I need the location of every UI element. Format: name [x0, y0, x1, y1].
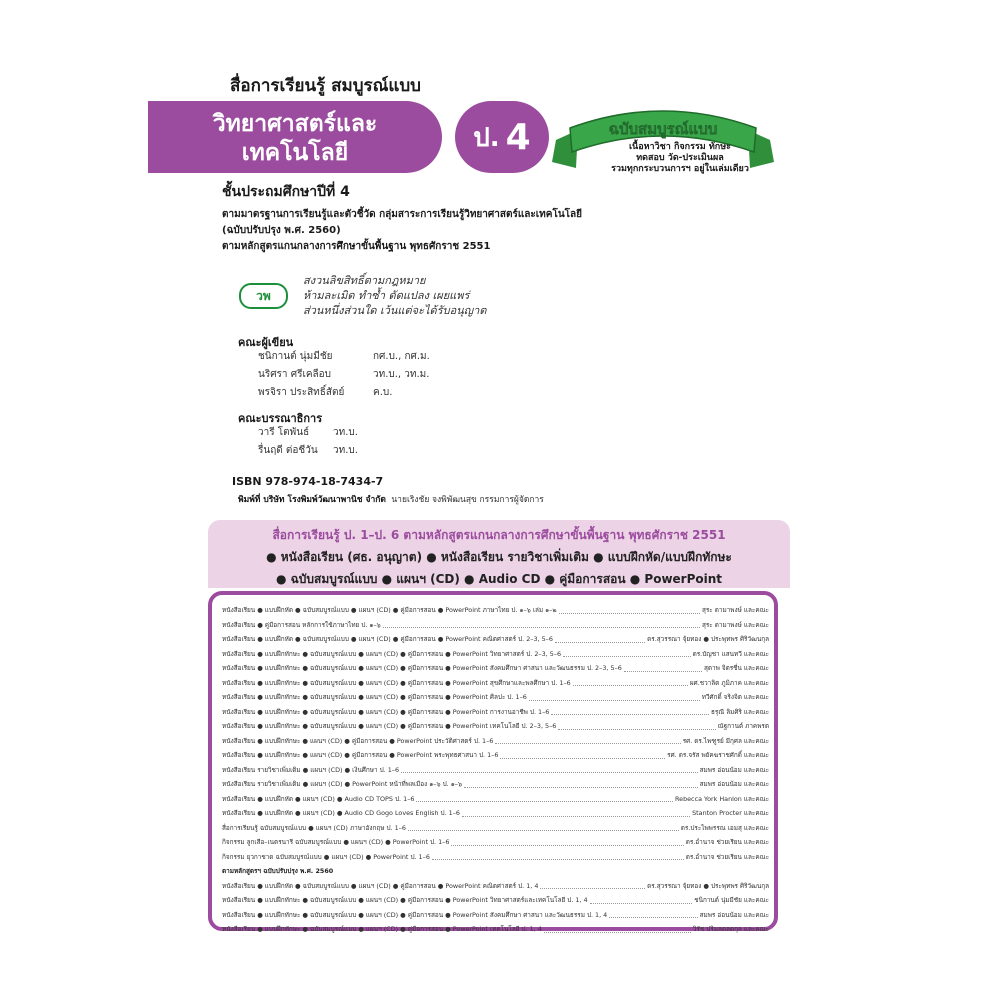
leader-dots	[529, 690, 700, 701]
ribbon-line-3: รวมทุกกระบวนการฯ อยู่ในเล่มเดียว	[611, 164, 749, 174]
title-line-2: เทคโนโลยี	[241, 140, 349, 166]
leader-dots	[540, 879, 645, 890]
leader-dots	[401, 763, 698, 774]
leader-dots	[462, 806, 690, 817]
catalog-title: หนังสือเรียน ● แบบฝึกทักษะ ● ฉบับสมบูรณ์แบบ ● แผนฯ (CD) ● คู่มือการสอน ● PowerPoint ศิลปะ ป. 1–6	[222, 693, 527, 701]
catalog-author: ดร.สุวรรณา จุ้ยทอง ● ประพุทพร ศิริวัฒนกุล	[647, 635, 769, 643]
leader-dots	[432, 850, 684, 861]
catalog-row	[222, 850, 769, 865]
catalog-author: ทวีศักดิ์ จริงจิต และคณะ	[701, 693, 769, 701]
catalog-row	[222, 734, 769, 749]
catalog-title: หนังสือเรียน ● แบบฝึกทักษะ ● ฉบับสมบูรณ์แบบ ● แผนฯ (CD) ● คู่มือการสอน ● PowerPoint สังคมศึกษา ศาสนา และวัฒนธรรม ป. 2–3, 5–6	[222, 664, 622, 672]
catalog-row	[222, 632, 769, 647]
editor-entry	[258, 424, 358, 442]
catalog-row	[222, 806, 769, 821]
editor-degree: วท.บ.	[333, 445, 358, 456]
catalog-row	[222, 748, 769, 763]
catalog-row	[222, 821, 769, 836]
catalog-author: ชนิกานต์ นุ่มมีชัย และคณะ	[694, 896, 769, 904]
leader-dots	[408, 821, 679, 832]
leader-dots	[464, 777, 698, 788]
catalog-title: สื่อการเรียนรู้ ฉบับสมบูรณ์แบบ ● แผนฯ (CD) ภาษาอังกฤษ ป. 1–6	[222, 823, 406, 832]
leader-dots	[500, 748, 665, 759]
author-degree: ค.บ.	[373, 387, 393, 398]
catalog-author: ดร.อำนาจ ช่วยเรียน และคณะ	[685, 852, 769, 861]
catalog-title: หนังสือเรียน ● แบบฝึกทักษะ ● ฉบับสมบูรณ์แบบ ● แผนฯ (CD) ● คู่มือการสอน ● PowerPoint เทคโนโลยี ป. 1, 4	[222, 925, 542, 933]
isbn: ISBN 978-974-18-7434-7	[232, 475, 384, 488]
author-name: ชนิกานต์ นุ่มมีชัย	[258, 351, 333, 362]
ribbon-line-1: เนื้อหาวิชา กิจกรรม ทักษะ	[628, 142, 732, 152]
catalog-author: รศ. ดร.จรัส พยัคฆราชศักดิ์ และคณะ	[667, 751, 769, 759]
standard-line-1: ตามมาตรฐานการเรียนรู้และตัวชี้วัด กลุ่มสาระการเรียนรู้วิทยาศาสตร์และเทคโนโลยี	[222, 209, 583, 220]
leader-dots	[544, 922, 691, 933]
catalog-row	[222, 792, 769, 807]
printer-info	[238, 492, 544, 506]
ribbon-title: ฉบับสมบูรณ์แบบ	[608, 120, 718, 138]
catalog-title: หนังสือเรียน ● แบบฝึกทักษะ ● ฉบับสมบูรณ์แบบ ● แผนฯ (CD) ● คู่มือการสอน ● PowerPoint สุขศึกษาและพลศึกษา ป. 1–6	[222, 678, 571, 687]
catalog-title: หนังสือเรียน ● แบบฝึกหัด ● ฉบับสมบูรณ์แบบ ● แผนฯ (CD) ● คู่มือการสอน ● PowerPoint คณิตศาสตร์ ป. 1, 4	[222, 881, 539, 890]
printer-name: พิมพ์ที่ บริษัท โรงพิมพ์วัฒนาพานิช จำกัด	[238, 495, 386, 505]
editor-degree: วท.บ.	[333, 427, 358, 438]
standard-line-2: (ฉบับปรับปรุง พ.ศ. 2560)	[222, 225, 341, 236]
catalog-title: กิจกรรม ลูกเสือ–เนตรนารี ฉบับสมบูรณ์แบบ ● แผนฯ (CD) ● PowerPoint ป. 1–6	[222, 838, 450, 846]
rights-line-1: สงวนลิขสิทธิ์ตามกฎหมาย	[303, 274, 426, 287]
catalog-title: หนังสือเรียน ● แบบฝึกทักษะ ● ฉบับสมบูรณ์แบบ ● แผนฯ (CD) ● คู่มือการสอน ● PowerPoint วิทยาศาสตร์และเทคโนโลยี ป. 1, 4	[222, 896, 588, 904]
catalog-title: ตามหลักสูตรฯ ฉบับปรับปรุง พ.ศ. 2560	[222, 867, 334, 875]
series-title: สื่อการเรียนรู้ สมบูรณ์แบบ	[230, 76, 421, 96]
leader-dots	[383, 618, 700, 629]
grade-badge	[455, 101, 549, 173]
author-degree: กศ.บ., กศ.ม.	[373, 351, 430, 362]
ribbon-caption	[590, 142, 770, 175]
author-entry	[258, 384, 430, 402]
standard-line-3: ตามหลักสูตรแกนกลางการศึกษาขั้นพื้นฐาน พุทธศักราช 2551	[222, 241, 491, 252]
catalog-author: ดร.สุวรรณา จุ้ยทอง ● ประพุทพร ศิริวัฒนกุล	[647, 881, 769, 890]
catalog-row	[222, 893, 769, 908]
editors-list	[258, 424, 358, 460]
catalog-title: หนังสือเรียน ● แบบฝึกหัด ● ฉบับสมบูรณ์แบบ ● แผนฯ (CD) ● คู่มือการสอน ● PowerPoint ภาษาไทย ป. ๑–๖ เล่ม ๑–๒	[222, 606, 557, 614]
rights-line-2: ห้ามละเมิด ทำซ้ำ ดัดแปลง เผยแพร่	[303, 289, 470, 302]
catalog-author: รศ. ดร.ไพฑูรย์ มีกุศล และคณะ	[682, 736, 769, 745]
catalog-author: สุระ ดามาพงษ์ และคณะ	[701, 620, 769, 629]
catalog-row	[222, 835, 769, 850]
rights-line-3: ส่วนหนึ่งส่วนใด เว้นแต่จะได้รับอนุญาต	[303, 304, 487, 317]
authors-list	[258, 348, 430, 402]
catalog-title: หนังสือเรียน รายวิชาเพิ่มเติม ● แผนฯ (CD) ● PowerPoint หน้าที่พลเมือง ๑–๖ ป. ๑–๖	[222, 780, 463, 788]
grade-level-heading: ชั้นประถมศึกษาปีที่ 4	[222, 184, 350, 200]
author-entry	[258, 366, 430, 384]
catalog-row	[222, 908, 769, 923]
catalog-row	[222, 618, 769, 633]
catalog-row	[222, 922, 769, 937]
author-entry	[258, 348, 430, 366]
catalog-row	[222, 603, 769, 618]
banner-line-2: ● หนังสือเรียน (ศธ. อนุญาต) ● หนังสือเรียน รายวิชาเพิ่มเติม ● แบบฝึกหัด/แบบฝึกทักษะ	[266, 550, 732, 564]
banner-line-1: สื่อการเรียนรู้ ป. 1–ป. 6 ตามหลักสูตรแกนกลางการศึกษาขั้นพื้นฐาน พุทธศักราช 2551	[272, 528, 726, 542]
editor-name: รื่นฤดี ต่อชีวัน	[258, 445, 318, 456]
catalog-author: ดร.ประไพพรรณ เอมสุ และคณะ	[680, 823, 769, 832]
catalog-row	[222, 705, 769, 720]
catalog-list	[208, 591, 778, 931]
catalog-row	[222, 719, 769, 734]
catalog-author: สมพร อ่อนน้อม และคณะ	[699, 780, 769, 788]
catalog-row	[222, 661, 769, 676]
catalog-author: Rebecca York Hanlon และคณะ	[674, 794, 769, 803]
leader-dots	[559, 603, 700, 614]
catalog-title: หนังสือเรียน ● แบบฝึกทักษะ ● แผนฯ (CD) ● คู่มือการสอน ● PowerPoint พระพุทธศาสนา ป. 1–6	[222, 751, 499, 759]
catalog-row	[222, 690, 769, 705]
catalog-section-header	[222, 864, 769, 879]
catalog-author: ดร.บัญชา แสนทวี และคณะ	[692, 649, 769, 658]
ribbon-line-2: ทดสอบ วัด-ประเมินผล	[636, 153, 724, 163]
curriculum-standards	[222, 207, 582, 255]
leader-dots	[551, 705, 709, 716]
catalog-title: หนังสือเรียน ● แบบฝึกหัด ● แผนฯ (CD) ● Audio CD Gogo Loves English ป. 1–6	[222, 809, 460, 817]
catalog-title: หนังสือเรียน รายวิชาเพิ่มเติม ● แผนฯ (CD) ● เงินศึกษา ป. 1–6	[222, 765, 400, 774]
catalog-row	[222, 777, 769, 792]
author-name: พรจิรา ประสิทธิ์สัตย์	[258, 387, 345, 398]
catalog-title: หนังสือเรียน ● แบบฝึกทักษะ ● ฉบับสมบูรณ์แบบ ● แผนฯ (CD) ● คู่มือการสอน ● PowerPoint การงานอาชีพ ป. 1–6	[222, 707, 550, 716]
leader-dots	[624, 661, 702, 672]
catalog-author: ธรุณี ลิมศิริ และคณะ	[710, 707, 769, 716]
catalog-author: สมพร อ่อนน้อม และคณะ	[699, 910, 769, 919]
series-banner	[208, 520, 790, 588]
editor-entry	[258, 442, 358, 460]
grade-number: 4	[505, 116, 531, 158]
catalog-author: สุดาพ จิตรชื่น และคณะ	[703, 664, 769, 672]
catalog-title: กิจกรรม ยุวกาชาด ฉบับสมบูรณ์แบบ ● แผนฯ (CD) ● PowerPoint ป. 1–6	[222, 852, 430, 861]
leader-dots	[495, 734, 680, 745]
book-title-band	[148, 101, 442, 173]
grade-prefix: ป.	[473, 122, 500, 153]
publisher-logo: วพ	[239, 283, 288, 309]
leader-dots	[573, 676, 688, 687]
printer-manager: นายเริงชัย จงพิพัฒนสุข กรรมการผู้จัดการ	[391, 495, 544, 505]
catalog-row	[222, 676, 769, 691]
catalog-author: วิรัช ปริมลดลดกุล และคณะ	[692, 925, 769, 933]
leader-dots	[558, 719, 715, 730]
editors-heading: คณะบรรณาธิการ	[238, 412, 323, 425]
copyright-notice	[303, 273, 486, 318]
catalog-title: หนังสือเรียน ● แบบฝึกหัด ● แผนฯ (CD) ● Audio CD TOPS ป. 1–6	[222, 794, 415, 803]
leader-dots	[451, 835, 683, 846]
catalog-row	[222, 647, 769, 662]
catalog-title: หนังสือเรียน ● คู่มือการสอน หลักการใช้ภาษาไทย ป. ๑–๖	[222, 620, 381, 629]
catalog-row	[222, 763, 769, 778]
catalog-title: หนังสือเรียน ● แบบฝึกทักษะ ● ฉบับสมบูรณ์แบบ ● แผนฯ (CD) ● คู่มือการสอน ● PowerPoint สังคมศึกษา ศาสนา และวัฒนธรรม ป. 1, 4	[222, 910, 608, 919]
catalog-title: หนังสือเรียน ● แบบฝึกทักษะ ● ฉบับสมบูรณ์แบบ ● แผนฯ (CD) ● คู่มือการสอน ● PowerPoint เทคโนโลยี ป. 2–3, 5–6	[222, 722, 557, 730]
title-line-1: วิทยาศาสตร์และ	[212, 111, 378, 137]
authors-heading: คณะผู้เขียน	[238, 336, 294, 349]
leader-dots	[609, 908, 697, 919]
author-degree: วท.บ., วท.ม.	[373, 369, 430, 380]
banner-line-3: ● ฉบับสมบูรณ์แบบ ● แผนฯ (CD) ● Audio CD ● คู่มือการสอน ● PowerPoint	[275, 572, 723, 586]
catalog-title: หนังสือเรียน ● แบบฝึกหัด ● ฉบับสมบูรณ์แบบ ● แผนฯ (CD) ● คู่มือการสอน ● PowerPoint คณิตศาสตร์ ป. 2–3, 5–6	[222, 635, 553, 643]
editor-name: วารี โตพันธ์	[258, 427, 310, 438]
catalog-row	[222, 879, 769, 894]
catalog-author: Stanton Procter และคณะ	[692, 809, 769, 817]
catalog-author: ดร.อำนาจ ช่วยเรียน และคณะ	[685, 838, 769, 846]
leader-dots	[563, 647, 691, 658]
catalog-author: ณัฐกานต์ ภาคพรต	[717, 722, 769, 730]
leader-dots	[555, 632, 645, 643]
catalog-title: หนังสือเรียน ● แบบฝึกทักษะ ● แผนฯ (CD) ● คู่มือการสอน ● PowerPoint ประวัติศาสตร์ ป. 1–6	[222, 736, 494, 745]
catalog-author: สมพร อ่อนน้อม และคณะ	[699, 765, 769, 774]
leader-dots	[590, 893, 693, 904]
catalog-title: หนังสือเรียน ● แบบฝึกทักษะ ● ฉบับสมบูรณ์แบบ ● แผนฯ (CD) ● คู่มือการสอน ● PowerPoint วิทยาศาสตร์ ป. 2–3, 5–6	[222, 649, 562, 658]
catalog-author: ผศ.ชวาลิต ภูมิภาค และคณะ	[689, 678, 769, 687]
catalog-author: สุระ ดามาพงษ์ และคณะ	[701, 606, 769, 614]
author-name: นริศรา ศรีเคลือบ	[258, 369, 332, 380]
leader-dots	[416, 792, 673, 803]
